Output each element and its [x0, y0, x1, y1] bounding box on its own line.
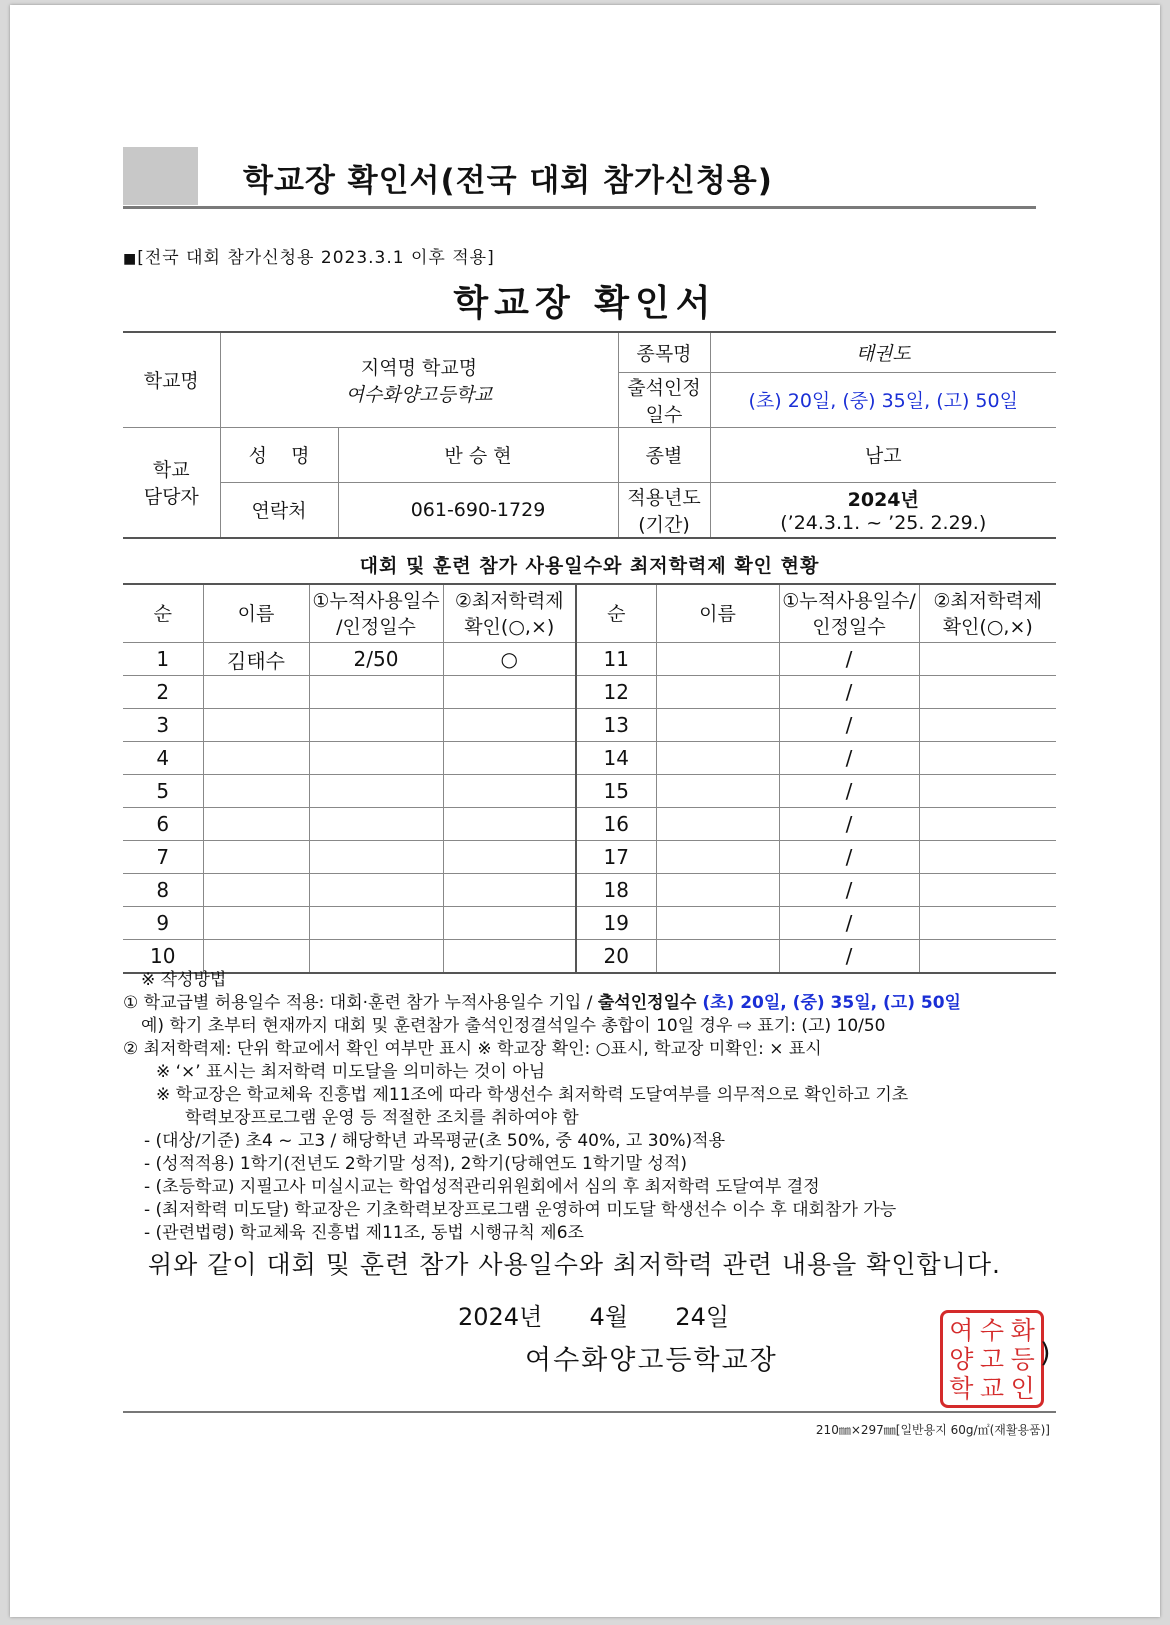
- usage-table: [123, 583, 1056, 974]
- signer-paren: ): [1040, 1338, 1051, 1369]
- seal-char: 학: [949, 1374, 974, 1403]
- col-name: 이름: [203, 584, 309, 643]
- col-check-right: [919, 584, 1056, 643]
- col-check-line2: 확인(○,×): [464, 615, 555, 638]
- row-check: [443, 709, 576, 742]
- detail-5: - (관련법령) 학교체육 진흥법 제11조, 동법 시행규칙 제6조: [144, 1223, 584, 1243]
- row-name-right: [656, 676, 779, 709]
- row-no-right: 14: [576, 742, 656, 775]
- row-name-right: [656, 841, 779, 874]
- row-name-right: [656, 709, 779, 742]
- row-days-right: /: [779, 808, 919, 841]
- row-no-right: 11: [576, 643, 656, 676]
- row-name: [203, 841, 309, 874]
- row-no: 10: [123, 940, 203, 974]
- seal-char: 화: [1010, 1316, 1035, 1345]
- row-check-right: [919, 907, 1056, 940]
- note-2-a: ※ ‘×’ 표시는 최저학력 미도달을 의미하는 것이 아님: [156, 1062, 546, 1082]
- row-days-right: /: [779, 940, 919, 974]
- row-days: [309, 709, 443, 742]
- row-no: 1: [123, 643, 203, 676]
- row-no-right: 13: [576, 709, 656, 742]
- attend-label: [618, 372, 710, 427]
- row-check: [443, 940, 576, 974]
- row-days: [309, 940, 443, 974]
- row-name-right: [656, 643, 779, 676]
- sport-label: 종목명: [618, 332, 710, 372]
- attend-value: (초) 20일, (중) 35일, (고) 50일: [710, 372, 1056, 427]
- col-days-line2: /인정일수: [336, 615, 416, 638]
- row-name: 김태수: [203, 643, 309, 676]
- contact-label-line1: 학교: [152, 459, 190, 481]
- school-sub: 지역명 학교명: [360, 356, 478, 379]
- row-check-right: [919, 709, 1056, 742]
- row-name: [203, 874, 309, 907]
- attend-label-line1: 출석인정: [627, 376, 701, 399]
- table-row: [123, 742, 1056, 775]
- col-days: [309, 584, 443, 643]
- row-check-right: [919, 775, 1056, 808]
- row-days-right: /: [779, 742, 919, 775]
- col-check-right-line2: 확인(○,×): [942, 615, 1033, 638]
- note-1-text: ① 학교급별 허용일수 적용: 대회·훈련 참가 누적사용일수 기입 /: [123, 993, 598, 1013]
- year-label: [618, 482, 710, 538]
- school-cell: [220, 332, 618, 427]
- detail-2: - (성적적용) 1학기(전년도 2학기말 성적), 2학기(당해연도 1학기말 성적): [144, 1154, 687, 1174]
- header-rule: [123, 206, 1036, 209]
- main-title: 학교장 확인서: [453, 283, 717, 324]
- row-name-right: [656, 874, 779, 907]
- row-no: 3: [123, 709, 203, 742]
- row-name: [203, 808, 309, 841]
- row-days: [309, 874, 443, 907]
- table-row: [123, 874, 1056, 907]
- seal-char: 고: [979, 1345, 1005, 1374]
- table-row: [123, 643, 1056, 676]
- name-value: 반 승 현: [338, 427, 618, 482]
- row-days: [309, 676, 443, 709]
- row-check-right: [919, 742, 1056, 775]
- row-name: [203, 907, 309, 940]
- col-days-line1: ①누적사용일수: [312, 589, 440, 612]
- note-1: [123, 992, 1083, 1015]
- row-check: [443, 874, 576, 907]
- row-check: ○: [443, 643, 576, 676]
- date-day: 24일: [675, 1303, 730, 1331]
- row-name: [203, 709, 309, 742]
- note-1-example: 예) 학기 초부터 현재까지 대회 및 훈련참가 출석인정결석일수 총합이 10일 경우 ⇨ 표기: (고) 10/50: [141, 1016, 886, 1036]
- note-1-blue: (초) 20일, (중) 35일, (고) 50일: [696, 993, 961, 1013]
- year-period: (’24.3.1. ~ ’25. 2.29.): [780, 512, 987, 534]
- usage-header-row: [123, 584, 1056, 643]
- row-name-right: [656, 742, 779, 775]
- usage-section-title: 대회 및 훈련 참가 사용일수와 최저학력제 확인 현황: [359, 555, 820, 577]
- seal-char: 양: [949, 1345, 974, 1374]
- notice-text: [전국 대회 참가신청용 2023.3.1 이후 적용]: [137, 248, 495, 268]
- document-page: [10, 5, 1160, 1617]
- row-check-right: [919, 940, 1056, 974]
- row-no-right: 16: [576, 808, 656, 841]
- school-name: 여수화양고등학교: [345, 383, 493, 406]
- notice-marker: ■: [123, 251, 138, 267]
- note-2-b: ※ 학교장은 학교체육 진흥법 제11조에 따라 학생선수 최저학력 도달여부를 의무적으로 확인하고 기초: [156, 1085, 909, 1105]
- row-name-right: [656, 907, 779, 940]
- footer-rule: [123, 1411, 1056, 1413]
- row-days: [309, 775, 443, 808]
- sport-value: 태권도: [710, 332, 1056, 372]
- seal-char: 인: [1010, 1374, 1035, 1403]
- row-check: [443, 676, 576, 709]
- notes-section: [123, 969, 1083, 1245]
- row-name-right: [656, 808, 779, 841]
- row-check: [443, 841, 576, 874]
- seal-char: 수: [979, 1316, 1005, 1345]
- table-row: [123, 808, 1056, 841]
- row-no-right: 12: [576, 676, 656, 709]
- note-2-b2: 학력보장프로그램 운영 등 적절한 조치를 취하여야 함: [185, 1108, 579, 1128]
- col-days-right-line2: 인정일수: [812, 615, 886, 638]
- row-check-right: [919, 874, 1056, 907]
- school-label: 학교명: [123, 332, 220, 427]
- signer-name: 여수화양고등학교장: [525, 1345, 778, 1376]
- row-no-right: 18: [576, 874, 656, 907]
- table-row: [123, 709, 1056, 742]
- issue-date: [458, 1297, 729, 1332]
- col-days-right: [779, 584, 919, 643]
- table-row: [123, 676, 1056, 709]
- info-table: [123, 331, 1056, 539]
- row-no: 2: [123, 676, 203, 709]
- row-days-right: /: [779, 874, 919, 907]
- date-year: 2024년: [458, 1303, 543, 1331]
- row-check: [443, 808, 576, 841]
- seal-char: 등: [1010, 1345, 1035, 1374]
- row-check: [443, 775, 576, 808]
- detail-3: - (초등학교) 지필고사 미실시교는 학업성적관리위원회에서 심의 후 최저학력 도달여부 결정: [144, 1177, 820, 1197]
- row-name: [203, 940, 309, 974]
- date-month: 4월: [589, 1303, 629, 1331]
- row-days-right: /: [779, 643, 919, 676]
- row-name-right: [656, 940, 779, 974]
- row-days: [309, 907, 443, 940]
- row-name: [203, 742, 309, 775]
- row-days: [309, 742, 443, 775]
- table-row: [123, 907, 1056, 940]
- row-no: 7: [123, 841, 203, 874]
- year-label-line2: (기간): [638, 513, 690, 536]
- row-check-right: [919, 808, 1056, 841]
- col-check-line1: ②최저학력제: [454, 589, 564, 612]
- official-seal: [940, 1310, 1044, 1408]
- phone-label: 연락처: [220, 482, 338, 538]
- row-check-right: [919, 643, 1056, 676]
- row-name: [203, 676, 309, 709]
- row-no: 6: [123, 808, 203, 841]
- row-no: 9: [123, 907, 203, 940]
- confirm-statement: 위와 같이 대회 및 훈련 참가 사용일수와 최저학력 관련 내용을 확인합니다.: [148, 1250, 1001, 1279]
- row-no-right: 20: [576, 940, 656, 974]
- table-row: [123, 775, 1056, 808]
- row-days-right: /: [779, 709, 919, 742]
- row-days: [309, 808, 443, 841]
- attend-label-line2: 일수: [645, 403, 683, 426]
- row-no: 5: [123, 775, 203, 808]
- col-no: 순: [123, 584, 203, 643]
- col-check-right-line1: ②최저학력제: [933, 589, 1043, 612]
- row-check: [443, 742, 576, 775]
- table-row: [123, 940, 1056, 974]
- row-no-right: 19: [576, 907, 656, 940]
- row-no-right: 15: [576, 775, 656, 808]
- row-check-right: [919, 841, 1056, 874]
- col-name-right: 이름: [656, 584, 779, 643]
- row-days: [309, 841, 443, 874]
- row-days-right: /: [779, 676, 919, 709]
- detail-4: - (최저학력 미도달) 학교장은 기초학력보장프로그램 운영하여 미도달 학생선수 이수 후 대회참가 가능: [144, 1200, 897, 1220]
- row-no-right: 17: [576, 841, 656, 874]
- year-label-line1: 적용년도: [627, 486, 701, 509]
- row-check: [443, 907, 576, 940]
- usage-body: [123, 643, 1056, 974]
- col-check: [443, 584, 576, 643]
- paper-spec: 210㎜×297㎜[일반용지 60g/㎡(재활용품)]: [815, 1423, 1050, 1437]
- category-label: 종별: [618, 427, 710, 482]
- notice-line: [123, 243, 495, 268]
- col-days-right-line1: ①누적사용일수/: [782, 589, 916, 612]
- row-no: 8: [123, 874, 203, 907]
- seal-char: 교: [979, 1374, 1005, 1403]
- detail-1: - (대상/기준) 초4 ~ 고3 / 해당학년 과목평균(초 50%, 중 40%, 고 30%)적용: [144, 1131, 726, 1151]
- notes-heading: ※ 작성방법: [141, 970, 227, 990]
- table-row: [123, 841, 1056, 874]
- row-days-right: /: [779, 775, 919, 808]
- note-1-bold: 출석인정일수: [597, 993, 697, 1013]
- name-label: 성 명: [220, 427, 338, 482]
- contact-label-line2: 담당자: [143, 486, 199, 508]
- category-value: 남고: [710, 427, 1056, 482]
- row-days-right: /: [779, 907, 919, 940]
- row-days-right: /: [779, 841, 919, 874]
- phone-value: 061-690-1729: [338, 482, 618, 538]
- header-title: 학교장 확인서(전국 대회 참가신청용): [243, 163, 773, 199]
- row-name-right: [656, 775, 779, 808]
- row-check-right: [919, 676, 1056, 709]
- seal-char: 여: [949, 1316, 974, 1345]
- row-name: [203, 775, 309, 808]
- note-2: ② 최저학력제: 단위 학교에서 확인 여부만 표시 ※ 학교장 확인: ○표시, 학교장 미확인: × 표시: [123, 1039, 822, 1059]
- year-value: 2024년: [847, 489, 919, 511]
- contact-label: [123, 427, 220, 538]
- row-days: 2/50: [309, 643, 443, 676]
- col-no-right: 순: [576, 584, 656, 643]
- row-no: 4: [123, 742, 203, 775]
- year-cell: [710, 482, 1056, 538]
- header-block: [123, 147, 198, 205]
